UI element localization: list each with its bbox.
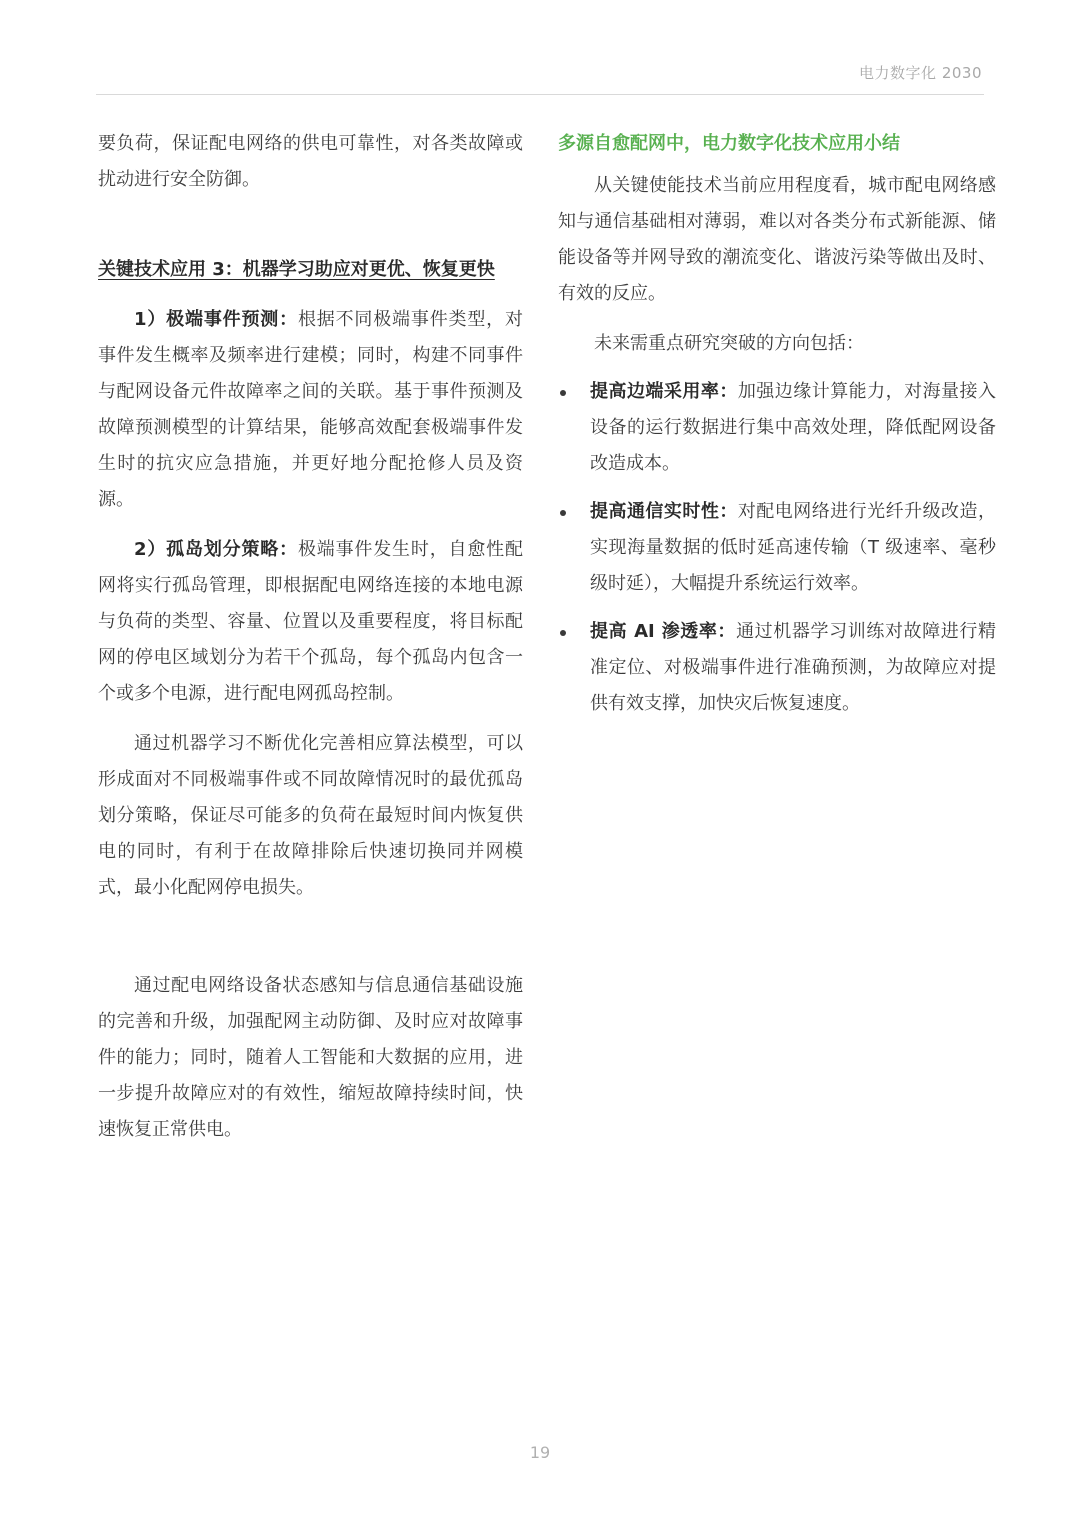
- paragraph-extreme-event-prediction: [98, 302, 523, 518]
- list-item-label: 提高通信实时性：: [590, 501, 738, 522]
- page-number: 19: [529, 1443, 551, 1462]
- list-item-label: 提高 AI 渗透率：: [590, 621, 737, 642]
- list-item: [558, 374, 996, 482]
- bullet-icon: [560, 390, 566, 396]
- list-item-text: 对配电网络进行光纤升级改造，实现海量数据的低时延高速传输（T 级速率、毫秒级时延），大幅提升系统运行效率。: [590, 501, 997, 594]
- header-title: 电力数字化 2030: [859, 64, 982, 82]
- paragraph-text: 极端事件发生时，自愈性配网将实行孤岛管理，即根据配电网络连接的本地电源与负荷的类型、容量、位置以及重要程度，将目标配网的停电区域划分为若干个孤岛，每个孤岛内包含一个或多个电源，进行配电网孤岛控制。: [98, 539, 523, 704]
- bullet-icon: [560, 630, 566, 636]
- paragraph-future-directions: 未来需重点研究突破的方向包括：: [594, 333, 864, 354]
- paragraph-current-status: 从关键使能技术当前应用程度看，城市配电网络感知与通信基础相对薄弱，难以对各类分布式新能源、储能设备等并网导致的潮流变化、谐波污染等做出及时、有效的反应。: [558, 175, 996, 304]
- paragraph-summary-left: 通过配电网络设备状态感知与信息通信基础设施的完善和升级，加强配网主动防御、及时应对故障事件的能力；同时，随着人工智能和大数据的应用，进一步提升故障应对的有效性，缩短故障持续时间，快速恢复正常供电。: [98, 975, 523, 1140]
- right-column: [558, 126, 996, 722]
- right-heading-text: 多源自愈配网中，电力数字化技术应用小结: [558, 133, 900, 154]
- list-item: [558, 494, 996, 602]
- direction-list: [558, 374, 996, 722]
- list-item-text: 通过机器学习训练对故障进行精准定位、对极端事件进行准确预测，为故障应对提供有效支撑，加快灾后恢复速度。: [590, 621, 997, 714]
- bullet-icon: [560, 510, 566, 516]
- header-divider: [96, 94, 984, 95]
- paragraph-label: 2）孤岛划分策略：: [134, 539, 298, 560]
- left-paragraph-continued: 要负荷，保证配电网络的供电可靠性，对各类故障或扰动进行安全防御。: [98, 133, 523, 190]
- paragraph-text: 根据不同极端事件类型，对事件发生概率及频率进行建模；同时，构建不同事件与配网设备元件故障率之间的关联。基于事件预测及故障预测模型的计算结果，能够高效配套极端事件发生时的抗灾应急措施，并更好地分配抢修人员及资源。: [98, 309, 523, 510]
- paragraph-ml-optimization: 通过机器学习不断优化完善相应算法模型，可以形成面对不同极端事件或不同故障情况时的最优孤岛划分策略，保证尽可能多的负荷在最短时间内恢复供电的同时，有利于在故障排除后快速切换同并网模式，最小化配网停电损失。: [98, 733, 523, 898]
- list-item-label: 提高边端采用率：: [590, 381, 738, 402]
- section-heading-key-tech-3: [98, 252, 523, 288]
- list-item: [558, 614, 996, 722]
- left-column: [98, 126, 523, 1148]
- list-item-text: 加强边缘计算能力，对海量接入设备的运行数据进行集中高效处理，降低配网设备改造成本。: [590, 381, 997, 474]
- right-section-heading: [558, 126, 996, 162]
- section-heading-text: 关键技术应用 3：机器学习助应对更优、恢复更快: [98, 259, 495, 280]
- paragraph-island-partition: [98, 532, 523, 712]
- paragraph-label: 1）极端事件预测：: [134, 309, 298, 330]
